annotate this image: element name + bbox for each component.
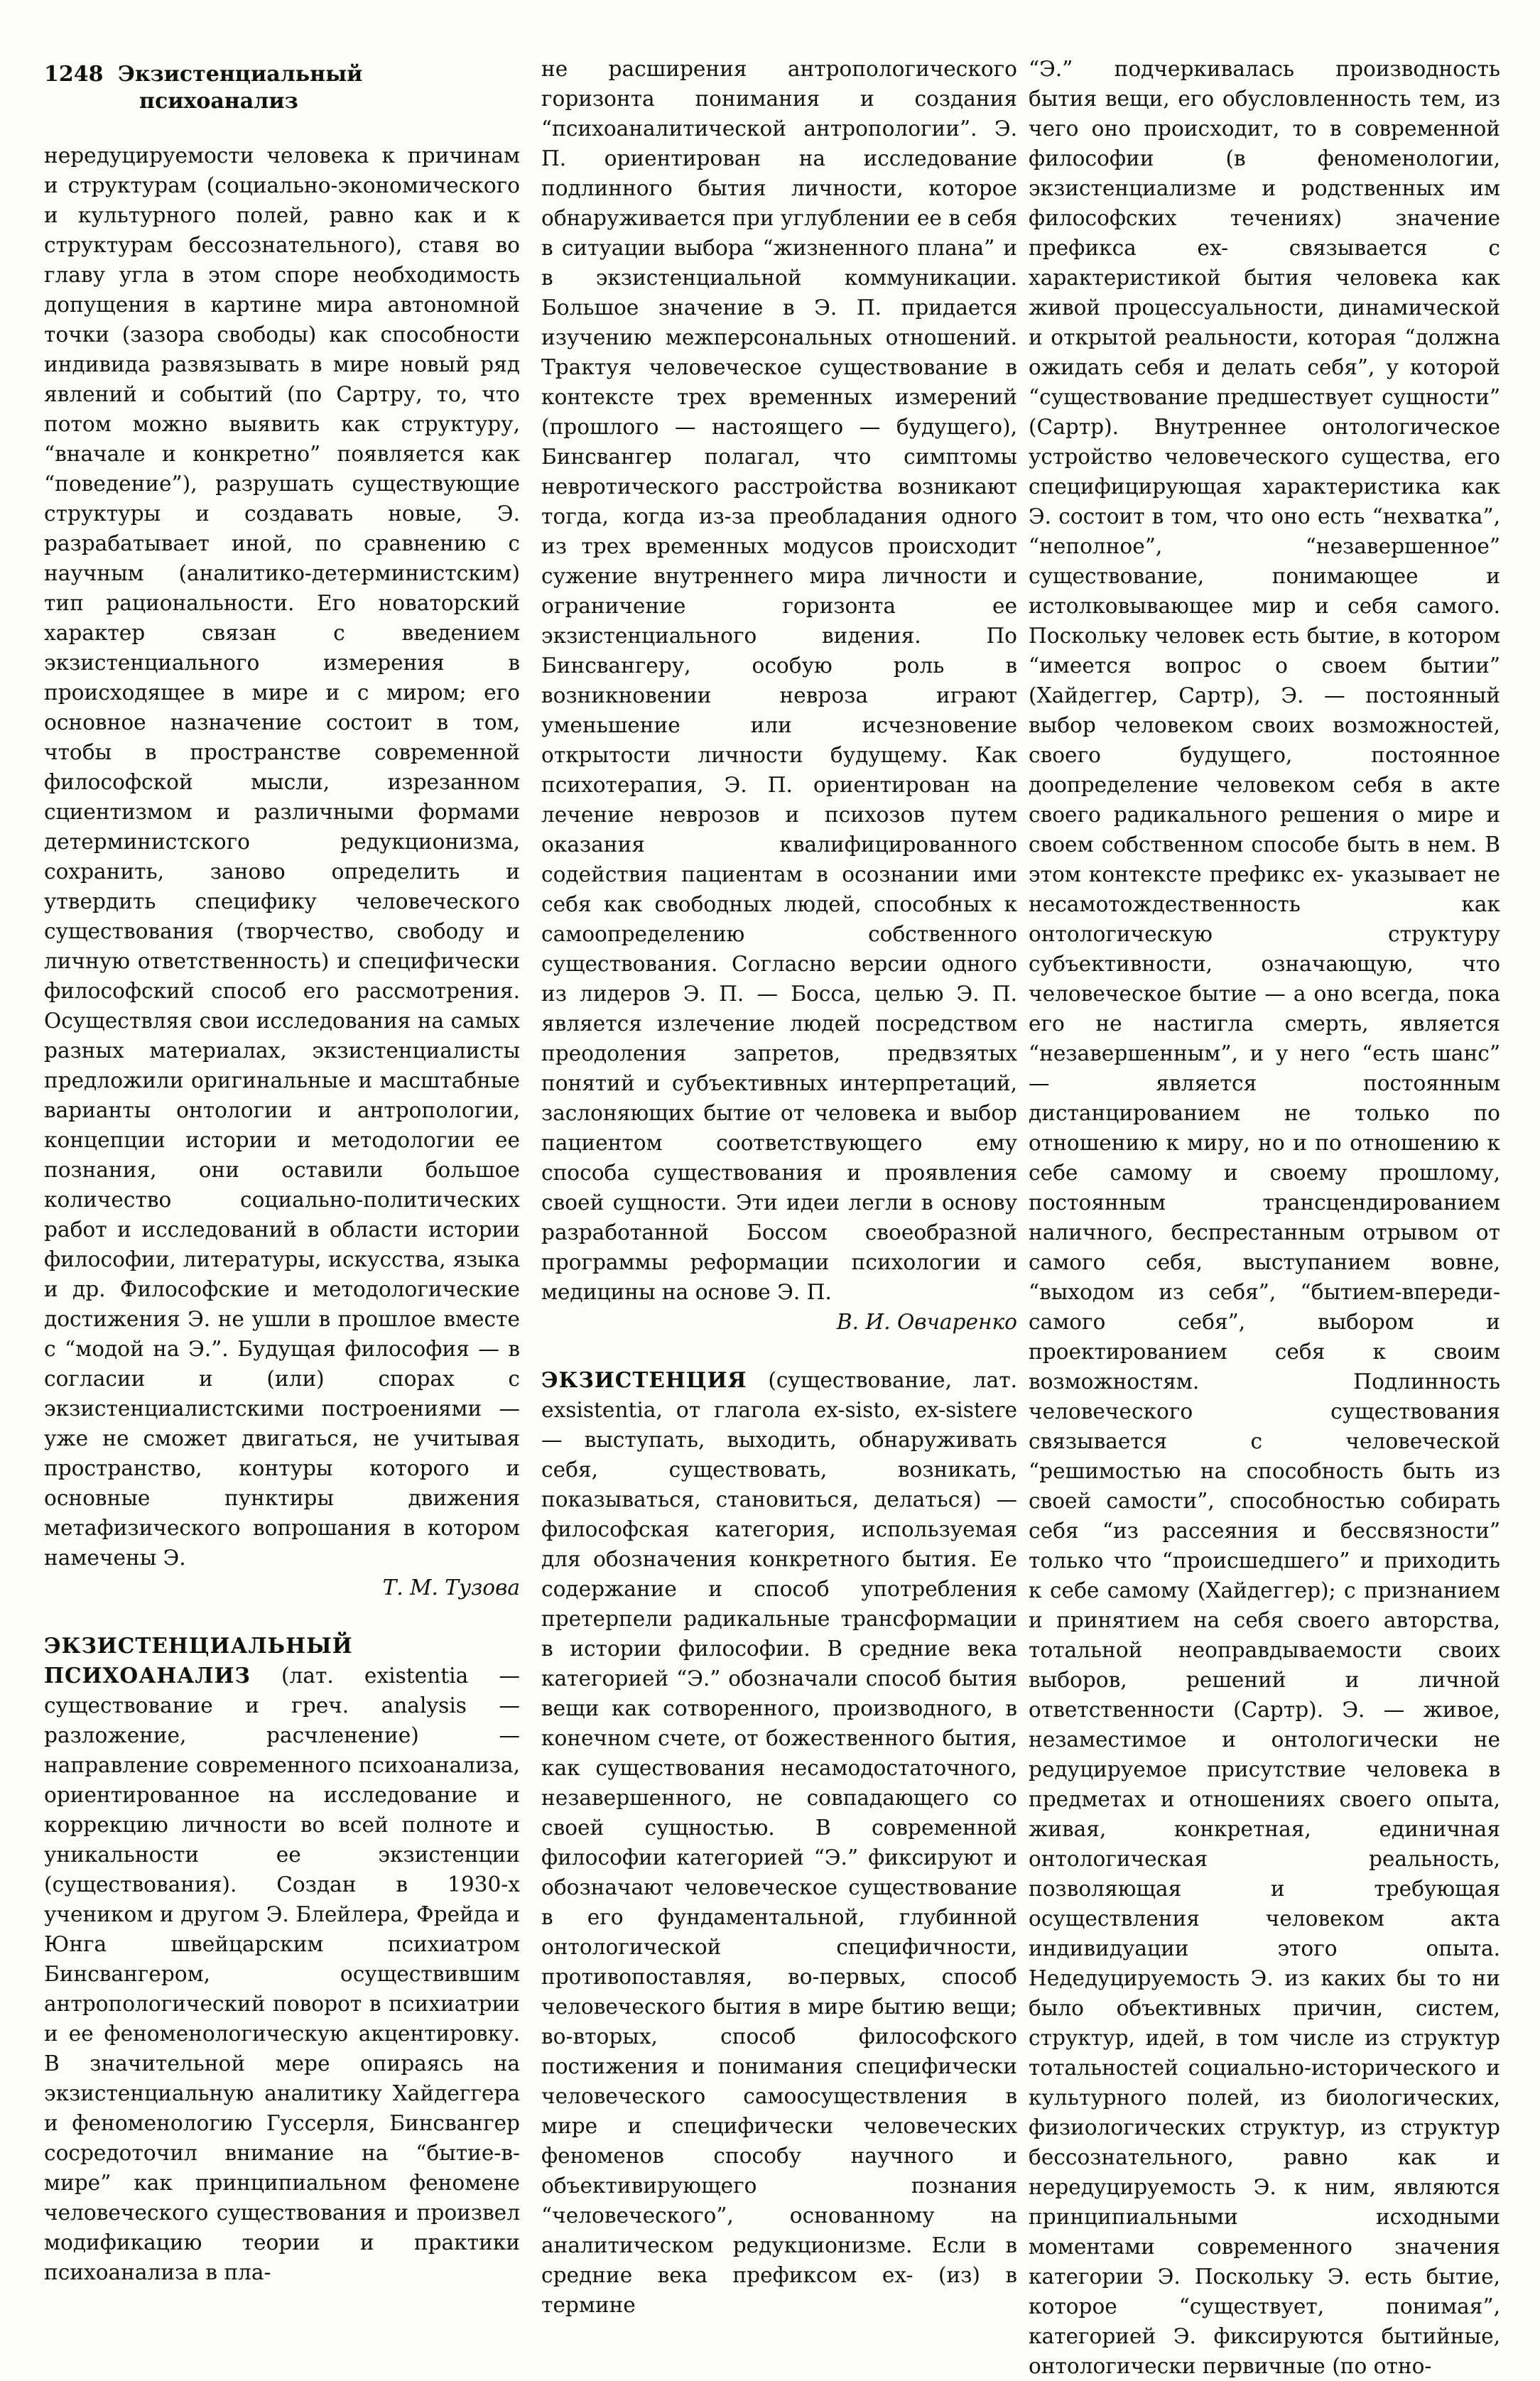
entry-headword: ЭКЗИСТЕНЦИЯ [541, 1367, 747, 1392]
running-head [44, 61, 362, 115]
entry-continuation-text: не расширения антропологического горизонта понимания и создания “психоаналитической антропологии”. Э. П. ориентирован на исследование подлинного бытия личности, которое обнаруживается при углублении ее в себя в ситуации выбора “жизненного плана” и в экзистенциальной коммуникации. Большое значение в Э. П. придается изучению межперсональных отношений. Трактуя человеческое существование в контексте трех временных измерений (прошлого — настоящего — будущего), Бинсвангер полагал, что симптомы невротического расстройства возникают тогда, когда из-за преобладания одного из трех временных модусов происходит сужение внутреннего мира личности и ограничение горизонта ее экзистенциального видения. По Бинсвангеру, особую роль в возникновении невроза играют уменьшение или исчезновение открытости личности будущему. Как психотерапия, Э. П. ориентирован на лечение неврозов и психозов путем оказания квалифицированного содействия пациентам в осознании ими себя как свободных людей, способных к самоопределению собственного существования. Согласно версии одного из лидеров Э. П. — Босса, целью Э. П. является излечение людей посредством преодоления запретов, предвзятых понятий и субъективных интерпретаций, заслоняющих бытие от человека и выбор пациентом соответствующего ему способа существования и проявления своей сущности. Эти идеи легли в основу разработанной Боссом своеобразной программы реформации психологии и медицины на основе Э. П. [541, 57, 1017, 1304]
author-signature: Т. М. Тузова [382, 1575, 520, 1600]
page-number: 1248 [44, 62, 104, 87]
running-title-line2: психоанализ [139, 89, 298, 114]
author-signature: В. И. Овчаренко [836, 1310, 1017, 1334]
entry-body: (существование, лат. exsistentia, от глагола ex-sisto, ex-sistere — выступать, выходить, обнаруживать себя, существовать, возникать, показываться, становиться, делаться) — философская категория, используемая для обозначения конкретного бытия. Ее содержание и способ употребления претерпели радикальные трансформации в истории философии. В средние века категорией “Э.” обозначали способ бытия вещи как сотворенного, производного, в конечном счете, от божественного бытия, как существования несамодостаточного, незавершенного, не совпадающего со своей сущностью. В современной философии категорией “Э.” фиксируют и обозначают человеческое существование в его фундаментальной, глубинной онтологической специфичности, противопоставляя, во-первых, способ человеческого бытия в мире бытию вещи; во-вторых, способ философского постижения и понимания специфически человеческого самоосуществления в мире и специфически человеческих феноменов способу научного и объективирующего познания “человеческого”, основанному на аналитическом редукционизме. Если в средние века префиксом ex- (из) в термине [541, 1368, 1017, 2317]
entry-existential-psychoanalysis [44, 1631, 520, 2287]
entry-body: (лат. existentia — существование и греч. analysis — разложение, расчленение) — направление современного психоанализа, ориентированное на исследование и коррекцию личности во всей полноте и уникальности ее экзистенции (существования). Создан в 1930-х учеником и другом Э. Блейлера, Фрейда и Юнга швейцарским психиатром Бинсвангером, осуществившим антропологический поворот в психиатрии и ее феноменологическую акцентировку. В значительной мере опираясь на экзистенциальную аналитику Хайдеггера и феноменологию Гуссерля, Бинсвангер сосредоточил внимание на “бытие-в-мире” как принципиальном феномене человеческого существования и произвел модификацию теории и практики психоанализа в пла- [44, 1664, 520, 2284]
column-3 [1029, 54, 1500, 2381]
entry-existence [541, 1365, 1017, 2320]
entry-continuation-text: “Э.” подчеркивалась производность бытия вещи, его обусловленность тем, из чего оно происходит, то в современной философии (в феноменологии, экзистенциализме и родственных им философских течениях) значение префикса ex- связывается с характеристикой бытия человека как живой процессуальности, динамической и открытой реальности, которая “должна ожидать себя и делать себя”, у которой “существование предшествует сущности” (Сартр). Внутреннее онтологическое устройство человеческого существа, его специфицирующая характеристика как Э. состоит в том, что оно есть “нехватка”, “неполное”, “незавершенное” существование, понимающее и истолковывающее мир и себя самого. Поскольку человек есть бытие, в котором “имеется вопрос о своем бытии” (Хайдеггер, Сартр), Э. — постоянный выбор человеком своих возможностей, своего будущего, постоянное доопределение человеком себя в акте своего радикального решения о мире и своем собственном способе быть в нем. В этом контексте префикс ex- указывает не несамотождественность как онтологическую структуру субъективности, означающую, что человеческое бытие — а оно всегда, пока его не настигла смерть, является “незавершенным”, и у него “есть шанс” — является постоянным дистанцированием не только по отношению к миру, но и по отношению к себе самому и своему прошлому, постоянным трансцендированием наличного, беспрестанным отрывом от самого себя, выступанием вовне, “выходом из себя”, “бытием-впереди-самого себя”, выбором и проектированием себя к своим возможностям. Подлинность человеческого существования связывается с человеческой “решимостью на способность быть из своей самости”, способностью собирать себя “из рассеяния и бессвязности” только что “происшедшего” и приходить к себе самому (Хайдеггер); с признанием и принятием на себя своего авторства, тотальной неоправдываемости своих выборов, решений и личной ответственности (Сартр). Э. — живое, незаместимое и онтологически не редуцируемое присутствие человека в предметах и отношениях своего опыта, живая, конкретная, единичная онтологическая реальность, позволяющая и требующая осуществления человеком акта индивидуации этого опыта. Недедуцируемость Э. из каких бы то ни было объективных причин, систем, структур, идей, в том числе из структур тотальностей социально-исторического и культурного полей, из биологических, физиологических структур, из структур бессознательного, равно как и нередуцируемость Э. к ним, являются принципиальными исходными моментами современного значения категории Э. Поскольку Э. есть бытие, которое “существует, понимая”, категорией Э. фиксируются бытийные, онтологически первичные (по отно- [1029, 57, 1500, 2378]
running-title-line1: Экзистенциальный [117, 62, 363, 87]
column-1 [44, 141, 520, 2287]
article-continuation-text: нередуцируемости человека к причинам и структурам (социально-экономического и культурного полей, равно как и к структурам бессознательного), ставя во главу угла в этом споре необходимость допущения в картине мира автономной точки (зазора свободы) как способности индивида развязывать в мире новый ряд явлений и событий (по Сартру, то, что потом можно выявить как структуру, “вначале и конкретно” появляется как “поведение”), разрушать существующие структуры и создавать новые, Э. разрабатывает иной, по сравнению с научным (аналитико-детерминистским) тип рациональности. Его новаторский характер связан с введением экзистенциального измерения в происходящее в мире и с миром; его основное назначение состоит в том, чтобы в пространстве современной философской мысли, изрезанном сциентизмом и различными формами детерминистского редукционизма, сохранить, заново определить и утвердить специфику человеческого существования (творчество, свободу и личную ответственность) и специфически философский способ его рассмотрения. Осуществляя свои исследования на самых разных материалах, экзистенциалисты предложили оригинальные и масштабные варианты онтологии и антропологии, концепции истории и методологии ее познания, они оставили большое количество социально-политических работ и исследований в области истории философии, литературы, искусства, языка и др. Философские и методологические достижения Э. не ушли в прошлое вместе с “модой на Э.”. Будущая философия — в согласии и (или) спорах с экзистенциалистскими построениями — уже не сможет двигаться, не учитывая пространство, контуры которого и основные пунктиры движения метафизического вопрошания в котором намечены Э. [44, 143, 520, 1570]
entry-headword: ЭКЗИСТЕНЦИАЛЬНЫЙ ПСИХОАНАЛИЗ [44, 1633, 353, 1688]
column-2 [541, 54, 1017, 2320]
